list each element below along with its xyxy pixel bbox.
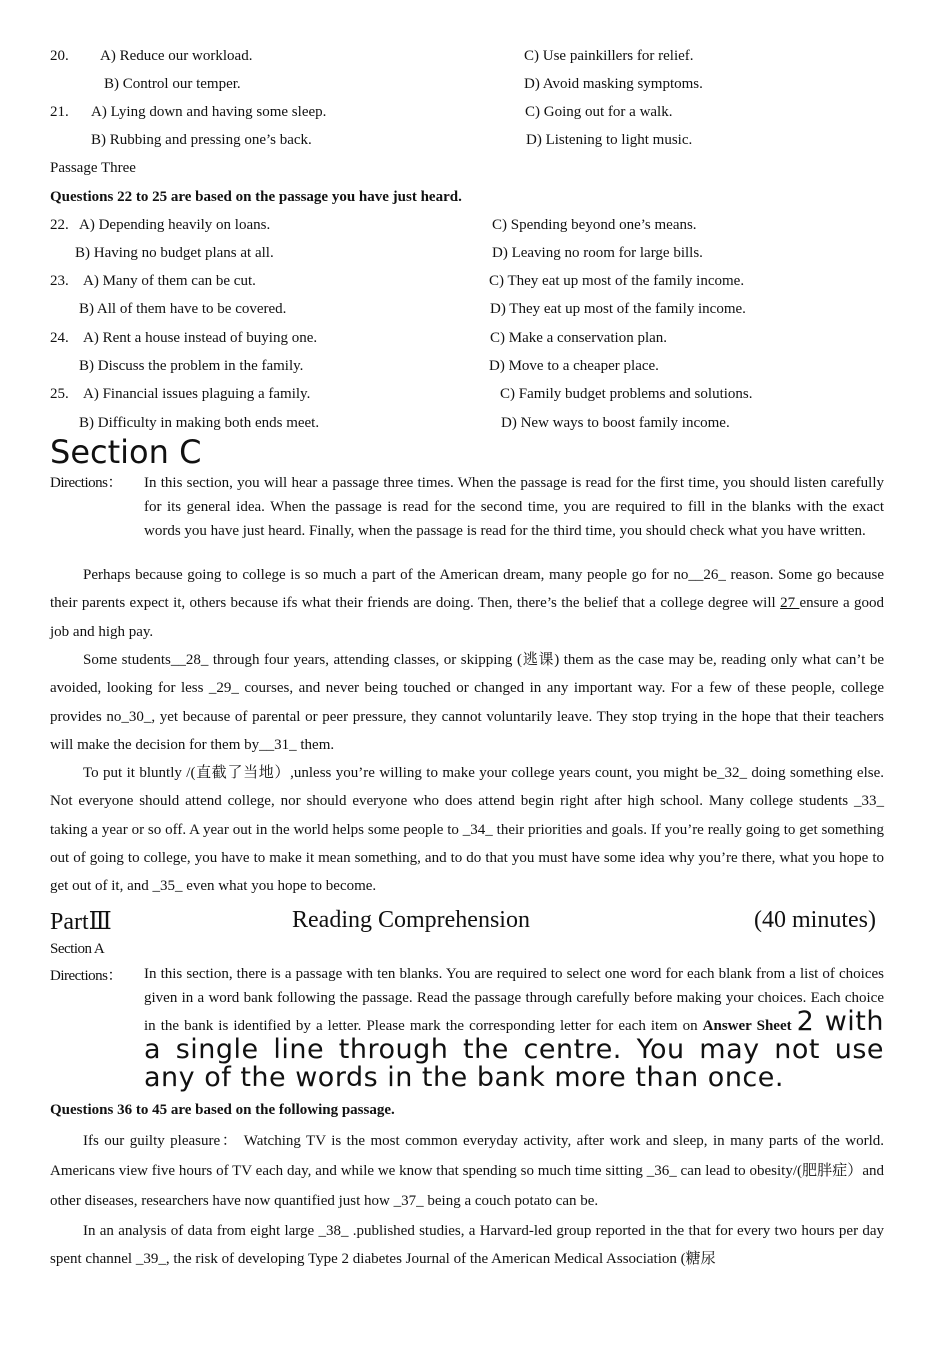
q24-option-b: B) Discuss the problem in the family. <box>79 358 304 374</box>
blank-32[interactable]: _32_ <box>716 765 747 781</box>
q21-option-a: A) Lying down and having some sleep. <box>91 104 327 120</box>
section-c-directions-text: In this section, you will hear a passage three times. When the passage is read for the first time, you should listen carefully for its general idea. When the passage is read for the second time, you are required to fill in the blanks with the exact words you have just heard. Finally, when the passage is read for the third time, you should check what you have written. <box>144 475 884 539</box>
q23-option-a: A) Many of them can be cut. <box>83 273 256 289</box>
q25-option-d: D) New ways to boost family income. <box>501 415 730 431</box>
q22-option-b: B) Having no budget plans at all. <box>75 245 274 261</box>
q25-option-c: C) Family budget problems and solutions. <box>500 386 753 402</box>
part-label: PartⅢ <box>50 909 112 935</box>
part-title: Reading Comprehension <box>292 907 530 933</box>
blank-38[interactable]: _38_ <box>318 1223 349 1239</box>
q21-option-d: D) Listening to light music. <box>526 132 693 148</box>
q20-num: 20. <box>50 48 69 64</box>
blank-35[interactable]: _35_ <box>152 878 183 895</box>
q20-option-a: A) Reduce our workload. <box>100 48 253 64</box>
q25-option-a: A) Financial issues plaguing a family. <box>83 386 311 402</box>
blank-31[interactable]: __31_ <box>259 736 297 753</box>
q24-option-d: D) Move to a cheaper place. <box>489 358 659 374</box>
section-c-directions-label: Directions： <box>50 475 122 491</box>
q25-option-b: B) Difficulty in making both ends meet. <box>79 415 320 431</box>
q24-num: 24. <box>50 330 69 346</box>
blank-27[interactable]: 27 <box>780 595 800 612</box>
section-c-paragraph-3: To put it bluntly /(直截了当地）,unless you’re willing to make your college years count, you might be_32_ doing something else. Not everyone should attend college, nor should everyone who does attend begin right after high school. Many college students _33_ taking a year or so off. A year out in the world helps some people to _34_ their priorities and goals. If you’re really going to get something out of going to college, you have to make it mean something, and to do that you must have some idea why you’re there, what you hope to get out of it, and _35_ even what you hope to become. <box>50 765 884 895</box>
q20-option-d: D) Avoid masking symptoms. <box>524 76 703 92</box>
q25-num: 25. <box>50 386 69 402</box>
answer-sheet-label: Answer Sheet <box>702 1018 792 1034</box>
section-c-title: Section C <box>50 433 202 471</box>
reading-paragraph-1: Ifs our guilty pleasure： Watching TV is the most common everyday activity, after work and sleep, in many parts of the world. Americans view five hours of TV each day, and while we know that spending so much time sitting _36_ can lead to obesity/(肥胖症）and other diseases, researchers have now quantified just how _37_ being a couch potato can be. <box>50 1133 884 1209</box>
q20-option-b: B) Control our temper. <box>104 76 241 92</box>
q22-num: 22. <box>50 217 69 233</box>
q23-option-d: D) They eat up most of the family income. <box>490 301 746 317</box>
blank-33[interactable]: _33_ <box>854 793 884 810</box>
q22-option-a: A) Depending heavily on loans. <box>79 217 271 233</box>
q20-option-c: C) Use painkillers for relief. <box>524 48 694 64</box>
section-a-directions-label: Directions： <box>50 968 122 984</box>
q23-option-b: B) All of them have to be covered. <box>79 301 287 317</box>
reading-paragraph-2: In an analysis of data from eight large _38_ .published studies, a Harvard-led group reported in the that for every two hours per day spent channel _39_, the risk of developing Type 2 diabetes Journal of the American Medical Association (糖尿 <box>50 1223 884 1268</box>
blank-39[interactable]: _39_ <box>135 1251 166 1268</box>
blank-26[interactable]: __26_ <box>688 567 726 583</box>
section-a-heading: Section A <box>50 941 105 957</box>
passage-three-heading: Passage Three <box>50 160 136 176</box>
section-c-paragraph-1: Perhaps because going to college is so much a part of the American dream, many people go for no__26_ reason. Some go because their parents expect it, others because ifs what their friends are doing. Then, there’s the belief that a college degree will 27 ensure a good job and high pay. <box>50 567 884 640</box>
q22-option-c: C) Spending beyond one’s means. <box>492 217 697 233</box>
section-c-paragraph-2: Some students__28_ through four years, attending classes, or skipping (逃课) them as the case may be, reading only what can’t be avoided, looking for less _29_ courses, and never being touched or changed in any important way. For a few of these people, college provides no_30_, yet because of parental or peer pressure, they cannot voluntarily leave. They stop trying in the hope that their teachers will make the decision for them by__31_ them. <box>50 652 885 753</box>
q23-option-c: C) They eat up most of the family income. <box>489 273 745 289</box>
q21-option-c: C) Going out for a walk. <box>525 104 673 120</box>
part-time: (40 minutes) <box>754 907 876 933</box>
q36-45-intro: Questions 36 to 45 are based on the following passage. <box>50 1102 395 1118</box>
q23-num: 23. <box>50 273 69 289</box>
blank-36[interactable]: _36_ <box>646 1163 677 1179</box>
q24-option-c: C) Make a conservation plan. <box>490 330 668 346</box>
blank-37[interactable]: _37_ <box>393 1193 424 1209</box>
q21-option-b: B) Rubbing and pressing one’s back. <box>91 132 312 148</box>
blank-28[interactable]: __28_ <box>170 652 209 668</box>
q21-num: 21. <box>50 104 69 120</box>
blank-34[interactable]: _34_ <box>462 821 493 838</box>
blank-29[interactable]: _29_ <box>208 680 239 697</box>
blank-30[interactable]: _30_ <box>121 708 152 725</box>
section-a-directions-text: In this section, there is a passage with ten blanks. You are required to select one word for each blank from a list of choices given in a word bank following the passage. Read the passage through carefully before making your choices. Each choice in the bank is identified by a letter. Please mark the corresponding letter for each item on Answer Sheet 2 with a single line through the centre. You may not use any of the words in the bank more than once. <box>144 966 885 1093</box>
q22-25-intro: Questions 22 to 25 are based on the passage you have just heard. <box>50 189 462 205</box>
q24-option-a: A) Rent a house instead of buying one. <box>83 330 318 346</box>
q22-option-d: D) Leaving no room for large bills. <box>492 245 703 261</box>
